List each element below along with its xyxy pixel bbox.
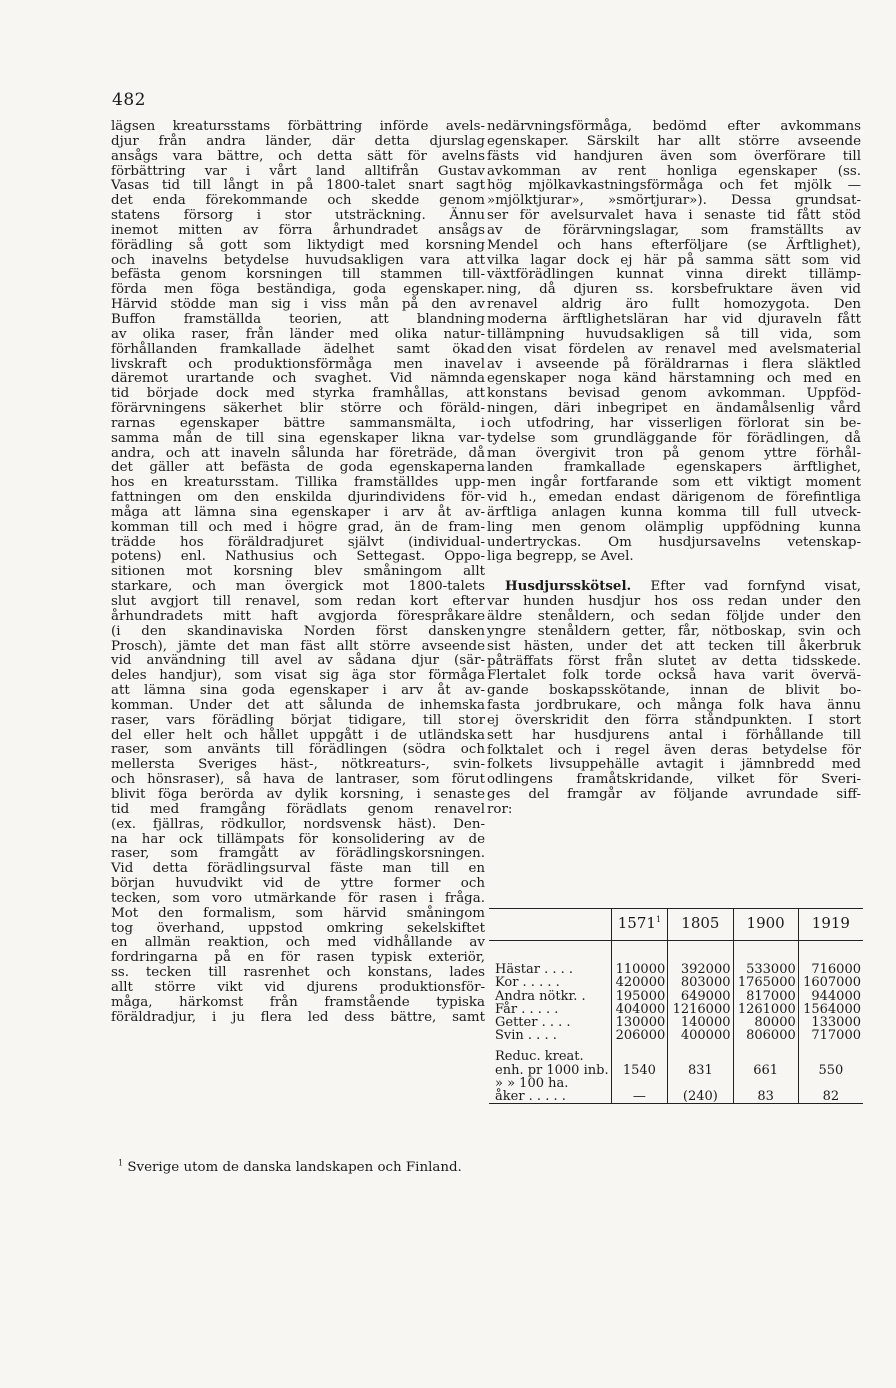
text-line: den visat fördelen av renavel med avelsmaterial xyxy=(487,341,861,357)
text-line: Vasas tid till långt in på 1800-talet snart sagt xyxy=(111,178,485,194)
text-line: det enda förekommande och skedde genom xyxy=(111,193,485,209)
table-cell: 404000 xyxy=(611,1003,668,1016)
text-line: fästs vid handjuren även som överförare till xyxy=(487,148,861,164)
table-cell: 110000 xyxy=(611,941,668,977)
table-row xyxy=(489,976,863,989)
text-line: andra, och att inaveln sålunda har företräde, då xyxy=(111,445,485,461)
text-line: nedärvningsförmåga, bedömd efter avkommans xyxy=(487,119,861,134)
text-line: tog överhand, uppstod omkring sekelskiftet xyxy=(111,920,485,936)
table-cell: 83 xyxy=(733,1090,798,1104)
text-line: folktalet och i regel även deras betydelse för xyxy=(487,742,861,758)
text-line: det gäller att befästa de goda egenskaperna xyxy=(111,460,485,476)
text-line: tecken, som voro utmärkande för rasen i fråga. xyxy=(111,890,485,906)
text-line: folkets livsuppehälle avtagit i jämnbredd med xyxy=(487,757,861,773)
text-line: ss. tecken till rasrenhet och konstans, lades xyxy=(111,965,485,981)
table-cell: 803000 xyxy=(668,976,733,989)
table-cell: 133000 xyxy=(798,1016,863,1029)
text-line: yngre stenåldern getter, får, nötboskap, svin och xyxy=(487,623,861,639)
text-line: befästa genom korsningen till stammen till- xyxy=(111,267,485,283)
row-label: Reduc. kreat. xyxy=(495,1049,584,1065)
text-line: Flertalet folk torde också hava varit övervä- xyxy=(487,668,861,684)
text-line: Vid detta förädlingsurval fäste man till en xyxy=(111,861,485,877)
row-label: Andra nötkr. . xyxy=(495,988,586,1004)
text-line: mellersta Sveriges häst-, nötkreaturs-, svin- xyxy=(111,757,485,773)
year-header: 1919 xyxy=(798,909,863,941)
text-line: livskraft och produktionsförmåga men inavel xyxy=(111,356,485,372)
text-line: Mendel och hans efterföljare (se Ärftlighet), xyxy=(487,237,861,253)
table-row xyxy=(489,990,863,1003)
text-line: måga att lämna sina egenskaper i arv åt av- xyxy=(111,504,485,520)
table-cell: 717000 xyxy=(798,1029,863,1042)
text-line: förhållanden framkallade ädelhet samt ökad xyxy=(111,341,485,357)
text-line: förädling så gott som liktydigt med korsning xyxy=(111,237,485,253)
text-line: Prosch), jämte det man fäst allt större avseende xyxy=(111,638,485,654)
text-line: lägsen kreatursstams förbättring införde avels- xyxy=(111,119,485,134)
text-line: djur från andra länder, där detta djurslag xyxy=(111,133,485,149)
text-line: egenskaper. Särskilt har allt större avseende xyxy=(487,133,861,149)
table-cell: 1564000 xyxy=(798,1003,863,1016)
text-line: och hönsraser), så hava de lantraser, som förut xyxy=(111,772,485,788)
text-line: vilka lagar dock ej här på samma sätt som vid xyxy=(487,252,861,268)
text-line: komman. Under det att sålunda de inhemska xyxy=(111,697,485,713)
footnote-mark: 1 xyxy=(118,1158,124,1168)
text-line: fattningen om den enskilda djurindividens för- xyxy=(111,490,485,506)
text-line: vid användning till avel av sådana djur (sär- xyxy=(111,653,485,669)
table-cell: 195000 xyxy=(611,990,668,1003)
right-column xyxy=(487,120,861,818)
table-row xyxy=(489,941,863,977)
text-line: inemot mitten av förra århundradet ansågs xyxy=(111,222,485,238)
table-cell: 1540 xyxy=(611,1064,668,1077)
table-cell: (240) xyxy=(668,1090,733,1104)
row-label: Får . . . . . xyxy=(495,1001,559,1017)
table-cell: 649000 xyxy=(668,990,733,1003)
text-line: (ex. fjällras, rödkullor, nordsvensk häst). Den- xyxy=(111,816,485,832)
text-line: renavel aldrig äro fullt homozygota. Den xyxy=(487,297,861,313)
table-cell xyxy=(733,1042,798,1063)
section-heading: Husdjursskötsel. xyxy=(505,578,632,595)
row-label: » » 100 ha. xyxy=(495,1075,569,1091)
text-line: ning, då djuren ss. korsbefruktare även vid xyxy=(487,282,861,298)
text-line: statens försorg i stor utsträckning. Ännu xyxy=(111,208,485,224)
text-line: sitionen mot korsning blev småningom allt xyxy=(111,564,485,580)
text-line: av i avseende på föräldrarnas i flera släktled xyxy=(487,356,861,372)
text-line: gande boskapsskötande, innan de blivit bo- xyxy=(487,683,861,699)
text-line: sett har husdjurens antal i förhållande till xyxy=(487,727,861,743)
text-line: en allmän reaktion, och med vidhållande av xyxy=(111,935,485,951)
table-cell: 1607000 xyxy=(798,976,863,989)
table-cell: 82 xyxy=(798,1090,863,1104)
text-line: att lämna sina goda egenskaper i arv åt av- xyxy=(111,683,485,699)
text-line: egenskaper noga känd härstamning och med en xyxy=(487,371,861,387)
table-row xyxy=(489,1064,863,1077)
text-line: ej överskridit den förra ståndpunkten. I stort xyxy=(487,712,861,728)
table-cell: 817000 xyxy=(733,990,798,1003)
text-line: Buffon framställda teorien, att blandning xyxy=(111,311,485,327)
text-line: växtförädlingen kunnat vinna direkt tillämp- xyxy=(487,267,861,283)
table-row xyxy=(489,1090,863,1104)
table-cell: 392000 xyxy=(668,941,733,977)
text-line: ser för avelsurvalet hava i senaste tid fått stöd xyxy=(487,208,861,224)
text-line: komman till och med i högre grad, än de fram- xyxy=(111,519,485,535)
text-line: fasta jordbrukare, och många folk hava ännu xyxy=(487,698,861,714)
text-line: avkomman av rent honliga egenskaper (ss. xyxy=(487,163,861,179)
text-line: tillämpning huvudsakligen så till vida, som xyxy=(487,326,861,342)
text-line: ningen, däri inbegripet en ändamålsenlig vård xyxy=(487,401,861,417)
row-label: enh. pr 1000 inb. xyxy=(495,1062,609,1078)
text-line: potens) enl. Nathusius och Settegast. Oppo- xyxy=(111,549,485,565)
table-cell: 1216000 xyxy=(668,1003,733,1016)
text-line: Mot den formalism, som härvid småningom xyxy=(111,905,485,921)
text-line: början huvudvikt vid de yttre former och xyxy=(111,876,485,892)
table-cell: 806000 xyxy=(733,1029,798,1042)
table-corner xyxy=(489,909,611,941)
table-cell: 944000 xyxy=(798,990,863,1003)
table-cell: 831 xyxy=(668,1064,733,1077)
year-header: 1900 xyxy=(733,909,798,941)
text-line: deles handjur), som visat sig äga stor förmåga xyxy=(111,668,485,684)
text-line: undertryckas. Om husdjursavelns vetenskap- xyxy=(487,534,861,550)
text-line: na har ock tillämpats för konsolidering av de xyxy=(111,831,485,847)
table-cell: 550 xyxy=(798,1064,863,1077)
text-line: förda men föga beständiga, goda egenskaper. xyxy=(111,282,485,298)
section-husdjursskotsel xyxy=(487,579,861,818)
row-label: Getter . . . . xyxy=(495,1015,571,1031)
text-line: och utfodring, har visserligen förlorat sin be- xyxy=(487,415,861,431)
text-line: av de förärvningslagar, som framställts av xyxy=(487,222,861,238)
text-line: hög mjölkavkastningsförmåga och fet mjölk — xyxy=(487,178,861,194)
text-line: förärvningens säkerhet blir större och föräld- xyxy=(111,401,485,417)
row-label: Kor . . . . . xyxy=(495,975,560,991)
right-column-text xyxy=(487,120,861,565)
year-header: 1571$^1$ xyxy=(611,909,668,941)
text-line: slut avgjort till renavel, som redan kort efter xyxy=(111,594,485,609)
text-line: äldre stenåldern, och sedan följde under den xyxy=(487,609,861,624)
table-cell: — xyxy=(611,1090,668,1104)
text-line: odlingens framåtskridande, vilket för Sveri- xyxy=(487,772,861,788)
text-line: starkare, och man övergick mot 1800-talets xyxy=(111,579,485,595)
text-line: fordringarna på en för rasen typisk exteriör, xyxy=(111,950,485,966)
text-line: raser, som använts till förädlingen (södra och xyxy=(111,742,485,758)
text-line: tid började dock med styrka framhållas, att xyxy=(111,386,485,402)
text-line: var hunden husdjur hos oss redan under den xyxy=(487,594,861,610)
text-line xyxy=(487,579,861,595)
text-line: tydelse som grundläggande för förädlingen, då xyxy=(487,430,861,446)
table-row xyxy=(489,1042,863,1063)
table-cell: 80000 xyxy=(733,1016,798,1029)
text-line: trädde hos föräldradjuret självt (individual- xyxy=(111,534,485,550)
left-column xyxy=(111,120,485,1025)
table-cell: 1765000 xyxy=(733,976,798,989)
text-line: Härvid stödde man sig i viss mån på den av xyxy=(111,297,485,313)
table-cell xyxy=(798,1042,863,1063)
table-cell: 130000 xyxy=(611,1016,668,1029)
table-cell: 661 xyxy=(733,1064,798,1077)
text-line: liga begrepp, se Avel. xyxy=(487,549,634,565)
text-line: vid h., emedan endast därigenom de förefintliga xyxy=(487,490,861,506)
livestock-table xyxy=(489,908,863,1104)
table-cell: 420000 xyxy=(611,976,668,989)
text-line: århundradets mitt haft avgjorda förespråkare xyxy=(111,608,485,624)
text-line: ansågs vara bättre, och detta sätt för avelns xyxy=(111,148,485,164)
text-line: ling men genom olämplig uppfödning kunna xyxy=(487,519,861,535)
text-line: samma mån de till sina egenskaper likna var- xyxy=(111,430,485,446)
table-cell xyxy=(611,1042,668,1063)
text-line: påträffats först från slutet av detta tidsskede. xyxy=(487,653,861,669)
table-cell xyxy=(668,1042,733,1063)
text-line: konstans bevisad genom avkomman. Uppföd- xyxy=(487,386,861,402)
table-cell: 1261000 xyxy=(733,1003,798,1016)
text-line: ror: xyxy=(487,801,513,817)
text-line: föräldradjur, i ju flera led dess bättre, samt xyxy=(111,1009,485,1025)
text-line: landen framkallade egenskapers ärftlighet, xyxy=(487,460,861,476)
text-line: måga, härkomst från framstående typiska xyxy=(111,994,485,1010)
text-line: (i den skandinaviska Norden först dansken xyxy=(111,623,485,639)
row-label: Hästar . . . . xyxy=(495,962,574,978)
text-line: ges del framgår av följande avrundade siff- xyxy=(487,787,861,803)
page-number: 482 xyxy=(112,90,146,110)
text-line: av olika raser, från länder med olika natur- xyxy=(111,326,485,342)
text-line: tid med framgång förädlats genom renavel xyxy=(111,801,485,817)
text-line: del eller helt och hållet uppgått i de utländska xyxy=(111,727,485,743)
text-line: rarnas egenskaper bättre sammansmälta, i xyxy=(111,415,485,431)
text-line: sist hästen, under det att tecken till åkerbruk xyxy=(487,638,861,654)
table-cell: 533000 xyxy=(733,941,798,977)
text-line: raser, som framgått av förädlingskorsningen. xyxy=(111,846,485,862)
text-line: däremot urartande och svaghet. Vid nämnda xyxy=(111,371,485,387)
footnote xyxy=(118,1160,462,1175)
text-line: »mjölktjurar», »smörtjurar»). Dessa grundsat- xyxy=(487,193,861,209)
table-row xyxy=(489,1029,863,1042)
text-line: ärftliga anlagen kunna komma till full utveck- xyxy=(487,504,861,520)
year-header: 1805 xyxy=(668,909,733,941)
text-line: raser, vars förädling börjat tidigare, till stor xyxy=(111,712,485,728)
heading-continuation: Efter vad fornfynd visat, xyxy=(631,579,861,595)
text-line: men ingår fortfarande som ett viktigt moment xyxy=(487,475,861,491)
text-line: allt större vikt vid djurens produktionsför- xyxy=(111,979,485,995)
table-cell: 716000 xyxy=(798,941,863,977)
row-label: Svin . . . . xyxy=(495,1028,557,1044)
table-cell: 400000 xyxy=(668,1029,733,1042)
text-line: moderna ärftlighetsläran har vid djuraveln fått xyxy=(487,311,861,327)
row-label: åker . . . . . xyxy=(495,1089,566,1105)
footnote-text: Sverige utom de danska landskapen och Finland. xyxy=(127,1160,462,1175)
text-line: och inavelns betydelse huvudsakligen vara att xyxy=(111,252,485,268)
table-cell: 140000 xyxy=(668,1016,733,1029)
text-line: man övergivit tron på genom yttre förhål- xyxy=(487,445,861,461)
text-line: blivit föga berörda av dylik korsning, i senaste xyxy=(111,786,485,802)
text-line: hos en kreatursstam. Tillika framställdes upp- xyxy=(111,475,485,491)
table-header-row xyxy=(489,909,863,941)
table-cell: 206000 xyxy=(611,1029,668,1042)
text-line: förbättring var i vårt land alltifrån Gustav xyxy=(111,163,485,179)
